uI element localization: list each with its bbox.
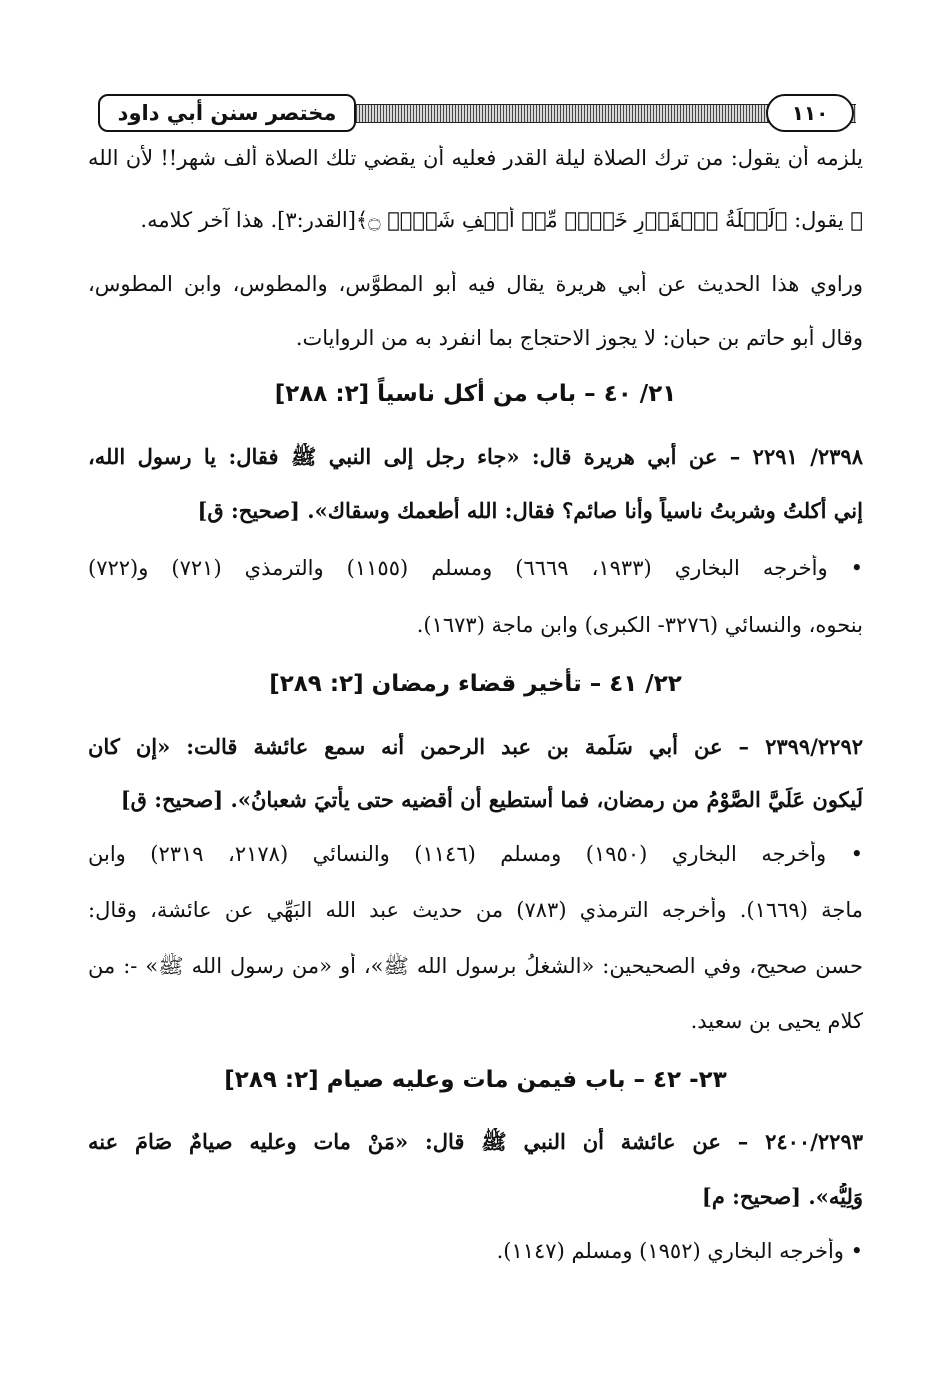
chapter-heading: ٢٣- ٤٢ – باب فيمن مات وعليه صيام [٢: ٢٨٩] <box>224 1067 727 1093</box>
hadith-line: ٢٣٩٩/٢٢٩٢ – عن أبي سَلَمة بن عبد الرحمن أنه سمع عائشة قالت: «إن كان <box>88 734 863 759</box>
takhrij-line: • وأخرجه البخاري (١٩٥٢) ومسلم (١١٤٧). <box>496 1239 863 1263</box>
takhrij-line: • وأخرجه البخاري (١٩٣٣، ٦٦٦٩) ومسلم (١١٥٥) والترمذي (٧٢١) و(٧٢٢) <box>88 556 863 580</box>
hadith-line: وَلِيُّه». [صحيح: م] <box>701 1184 863 1209</box>
text-line: وراوي هذا الحديث عن أبي هريرة يقال فيه أبو المطوَّس، والمطوس، وابن المطوس، <box>88 272 863 296</box>
quran-verse-line: ﷻ يقول: ﴿لَيۡلَةُ ٱلۡقَدۡرِ خَيۡرٞ مِّنۡ أَلۡفِ شَهۡرٖ ۝﴾[القدر:٣]. هذا آخر كلامه. <box>140 208 863 232</box>
takhrij-line: ماجة (١٦٦٩). وأخرجه الترمذي (٧٨٣) من حديث عبد الله البَهِّي عن عائشة، وقال: <box>88 898 863 922</box>
hadith-line: ٢٣٩٨/ ٢٢٩١ – عن أبي هريرة قال: «جاء رجل إلى النبي ﷺ فقال: يا رسول الله، <box>88 444 863 469</box>
takhrij-line: كلام يحيى بن سعيد. <box>690 1009 863 1033</box>
page-number: ١١٠ <box>766 94 854 132</box>
hadith-line: ٢٤٠٠/٢٢٩٣ – عن عائشة أن النبي ﷺ قال: «مَنْ مات وعليه صيامٌ صَامَ عنه <box>88 1129 863 1154</box>
chapter-heading: ٢٢/ ٤١ – تأخير قضاء رمضان [٢: ٢٨٩] <box>269 671 682 697</box>
hadith-line: إني أكلتُ وشربتُ ناسياً وأنا صائم؟ فقال: الله أطعمك وسقاك». [صحيح: ق] <box>197 498 863 523</box>
chapter-heading: ٢١/ ٤٠ – باب من أكل ناسياً [٢: ٢٨٨] <box>274 381 677 407</box>
page-header <box>98 92 873 136</box>
book-title: مختصر سنن أبي داود <box>98 94 356 132</box>
takhrij-line: بنحوه، والنسائي (٣٢٧٦- الكبرى) وابن ماجة (١٦٧٣). <box>416 613 863 637</box>
text-line: يلزمه أن يقول: من ترك الصلاة ليلة القدر فعليه أن يقضي تلك الصلاة ألف شهر!! لأن الله <box>88 146 863 170</box>
takhrij-line: حسن صحيح، وفي الصحيحين: «الشغلُ برسول الله ﷺ»، أو «من رسول الله ﷺ» -: من <box>88 954 863 978</box>
hadith-line: لَيكون عَلَيَّ الصَّوْمُ من رمضان، فما أستطيع أن أقضيه حتى يأتيَ شعبانُ». [صحيح: ق] <box>120 787 863 812</box>
takhrij-line: • وأخرجه البخاري (١٩٥٠) ومسلم (١١٤٦) والنسائي (٢١٧٨، ٢٣١٩) وابن <box>88 842 863 866</box>
text-line: وقال أبو حاتم بن حبان: لا يجوز الاحتجاج بما انفرد به من الروايات. <box>295 326 863 350</box>
